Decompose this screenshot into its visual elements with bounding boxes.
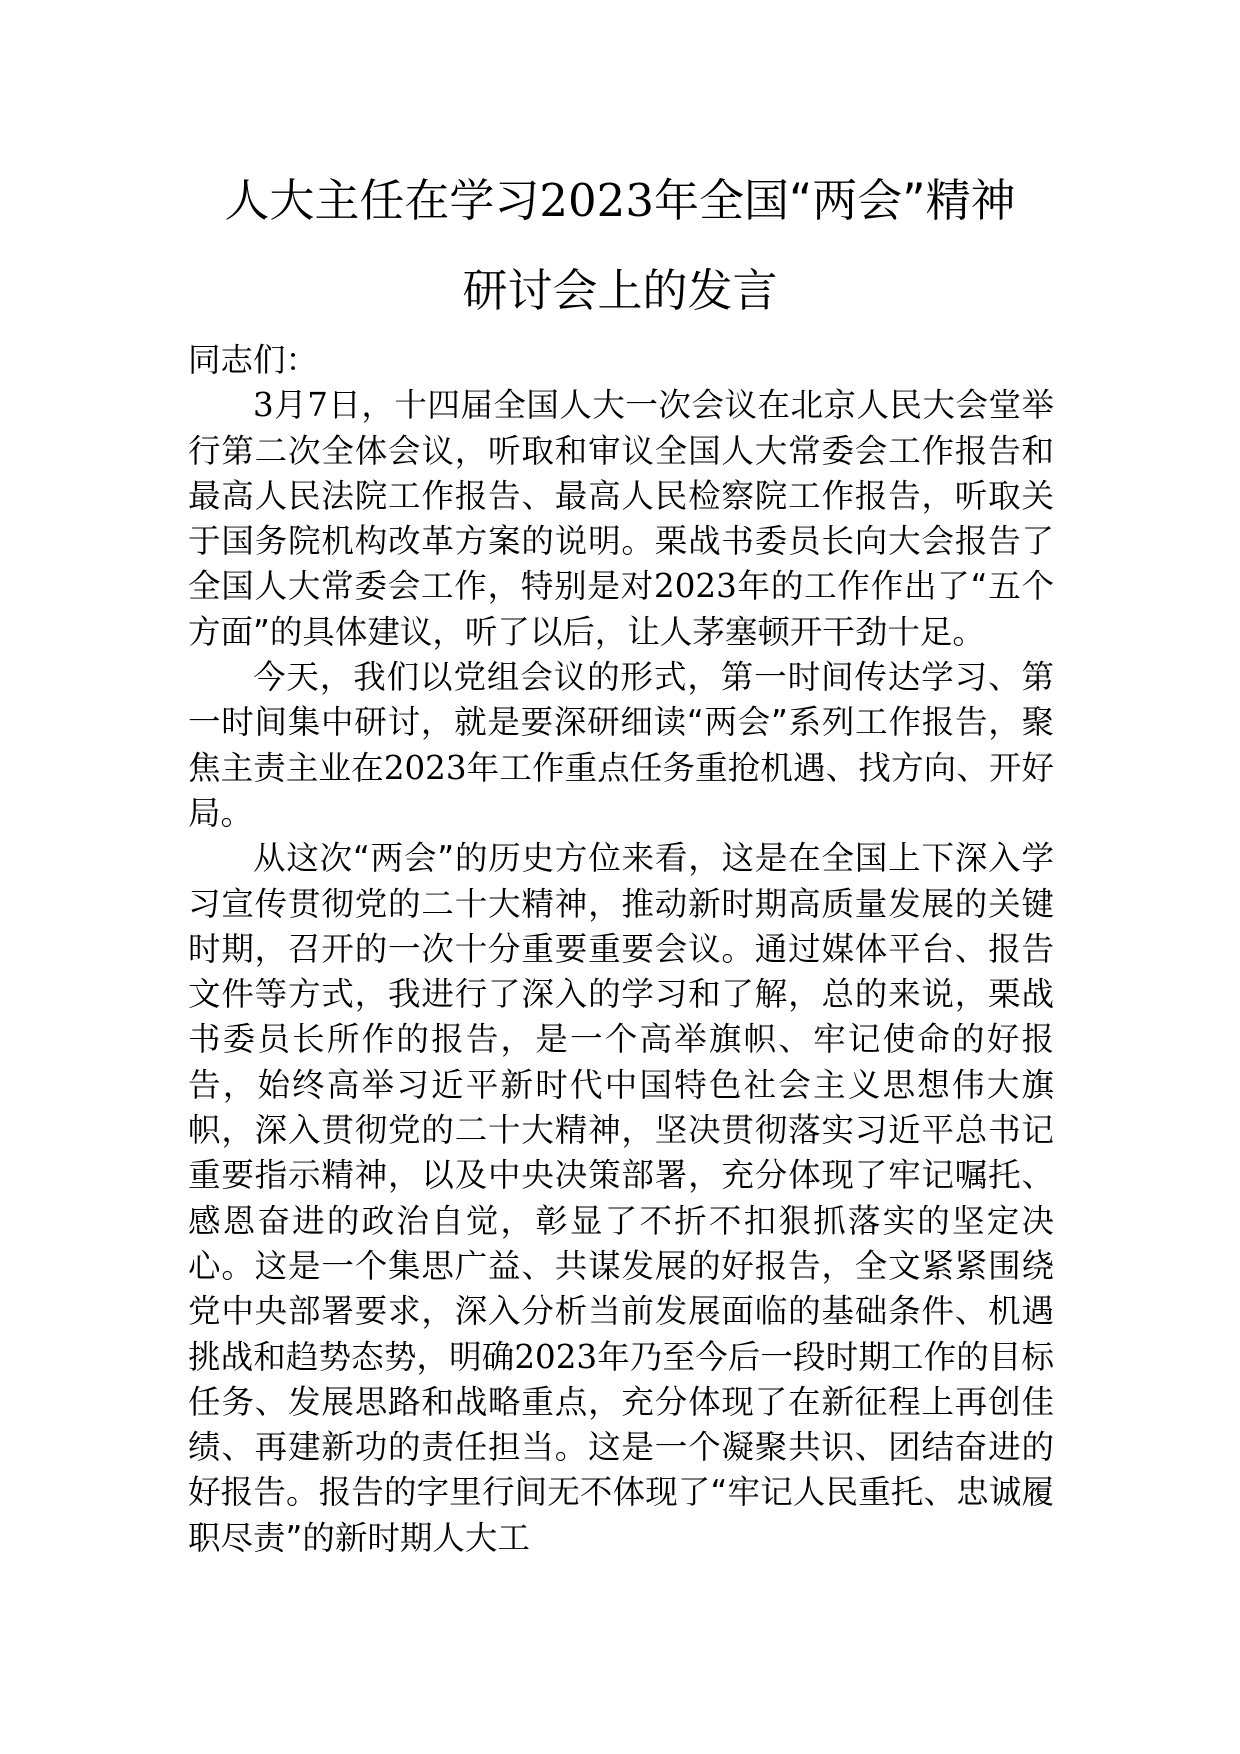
salutation: 同志们： xyxy=(188,341,319,379)
document-title-line-1: 人大主任在学习2023年全国“两会”精神 xyxy=(224,174,1016,227)
paragraph-3: 从这次“两会”的历史方位来看，这是在全国上下深入学习宣传贯彻党的二十大精神，推动新时期高质量发展的关键时期，召开的一次十分重要重要会议。通过媒体平台、报告文件等方式，我进行了深入的学习和了解，总的来说，栗战书委员长所作的报告，是一个高举旗帜、牢记使命的好报告，始终高举习近平新时代中国特色社会主义思想伟大旗帜，深入贯彻党的二十大精神，坚决贯彻落实习近平总书记重要指示精神，以及中央决策部署，充分体现了牢记嘱托、感恩奋进的政治自觉，彰显了不折不扣狠抓落实的坚定决心。这是一个集思广益、共谋发展的好报告，全文紧紧围绕党中央部署要求，深入分析当前发展面临的基础条件、机遇挑战和趋势态势，明确2023年乃至今后一段时期工作的目标任务、发展思路和战略重点，充分体现了在新征程上再创佳绩、再建新功的责任担当。这是一个凝聚共识、团结奋进的好报告。报告的字里行间无不体现了“牢记人民重托、忠诚履职尽责”的新时期人大工 xyxy=(188,839,1054,1557)
paragraph-1: 3月7日，十四届全国人大一次会议在北京人民大会堂举行第二次全体会议，听取和审议全国人大常委会工作报告和最高人民法院工作报告、最高人民检察院工作报告，听取关于国务院机构改革方案的说明。栗战书委员长向大会报告了全国人大常委会工作，特别是对2023年的工作作出了“五个方面”的具体建议，听了以后，让人茅塞顿开干劲十足。 xyxy=(188,386,1054,651)
paragraph-2: 今天，我们以党组会议的形式，第一时间传达学习、第一时间集中研讨，就是要深研细读“两会”系列工作报告，聚焦主责主业在2023年工作重点任务重抢机遇、找方向、开好局。 xyxy=(188,658,1054,832)
document-body xyxy=(188,338,1054,1561)
document-title-line-2: 研讨会上的发言 xyxy=(462,264,778,317)
